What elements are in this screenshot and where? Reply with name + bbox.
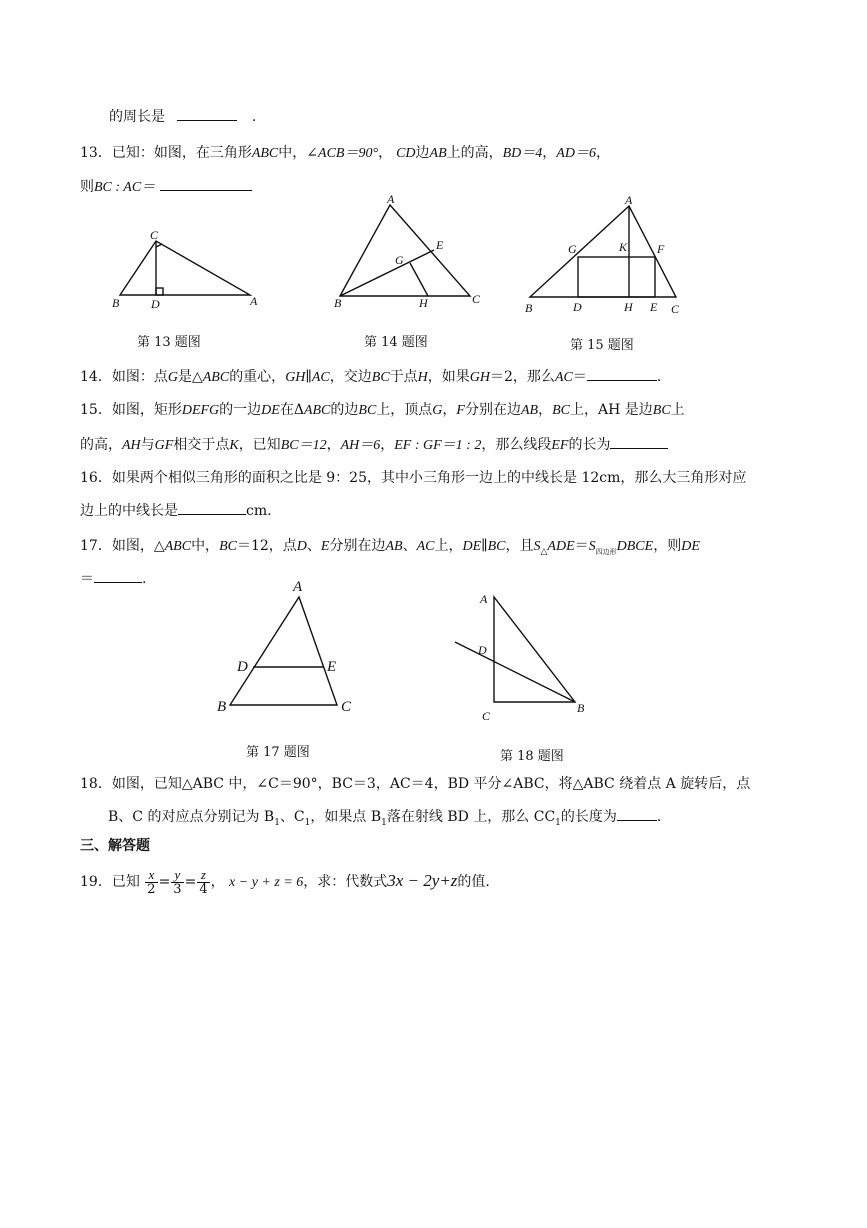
q17-line2: ＝ . xyxy=(80,568,146,589)
q12-answer-blank[interactable] xyxy=(177,106,237,121)
label-b: B xyxy=(112,296,120,310)
q13-answer-blank[interactable] xyxy=(160,176,252,191)
q17-line1: 17．如图，△ABC中，BC＝12，点D、E分别在边AB、AC上，DE∥BC，且$S_\triangle ADE=S_{四边形}DBCE$，则DE xyxy=(80,538,700,557)
triangle-abc xyxy=(120,241,250,295)
q19-line: 19．已知 $\frac{x}{2}$ = $\frac{y}{3}$ = $\frac{z}{4}$ ， x − y + z = 6，求：代数式3x − 2y+z的值. xyxy=(80,866,490,897)
median-be xyxy=(340,250,434,296)
q18-line2: B、C 的对应点分别记为 $B_1$、$C_1$，如果点 $B_1$落在射线 BD 上，那么 $CC_1$的长度为 . xyxy=(108,806,661,833)
figure-14 xyxy=(330,193,490,313)
bisector-bd xyxy=(455,642,575,702)
caption-17: 第 17 题图 xyxy=(246,745,310,760)
caption-18: 第 18 题图 xyxy=(500,749,564,764)
fraction-x-2: $\frac{x}{2}$ xyxy=(147,866,156,897)
figure-15 xyxy=(520,193,690,323)
q13-line1: 13．已知：如图，在三角形ABC中，∠ACB＝90°， CD边AB上的高，BD＝4，AD＝6， xyxy=(80,145,610,161)
triangle-abc xyxy=(530,206,676,297)
label-g: G xyxy=(568,242,577,256)
label-e: E xyxy=(650,300,658,314)
label-b: B xyxy=(217,699,227,715)
caption-14: 第 14 题图 xyxy=(364,335,428,350)
label-c: C xyxy=(150,228,159,242)
label-a: A xyxy=(250,294,258,308)
expression: 3x − 2y+z xyxy=(387,871,458,890)
triangle-abc xyxy=(230,597,337,705)
label-a: A xyxy=(625,193,633,207)
q15-line2: 的高，AH与GF相交于点K，已知BC＝12，AH＝6，EF : GF＝1 : 2，那么线段EF的长为 xyxy=(80,434,668,456)
label-a: A xyxy=(387,192,395,206)
label-a: A xyxy=(480,592,488,606)
q12-tail: 的周长是 . xyxy=(109,106,256,127)
rectangle-defg xyxy=(578,257,655,297)
label-h: H xyxy=(419,296,428,310)
fraction-z-4: $\frac{z}{4}$ xyxy=(199,866,208,897)
right-angle-mark xyxy=(156,288,163,295)
caption-13: 第 13 题图 xyxy=(137,335,201,350)
label-b: B xyxy=(577,701,585,715)
fraction-y-3: $\frac{y}{3}$ xyxy=(173,866,182,897)
label-a: A xyxy=(293,579,303,595)
label-h: H xyxy=(624,300,633,314)
q16-line1: 16．如果两个相似三角形的面积之比是 9：25，其中小三角形一边上的中线长是 12cm，那么大三角形对应 xyxy=(80,470,747,486)
label-c: C xyxy=(482,709,491,723)
q14-line: 14．如图：点G是△ABC的重心，GH∥AC，交边BC于点H，如果GH＝2，那么AC＝ . xyxy=(80,366,661,388)
label-f: F xyxy=(657,242,665,256)
q15-answer-blank[interactable] xyxy=(610,434,668,449)
q13-line2: 则BC : AC＝ xyxy=(80,176,252,198)
label-d: D xyxy=(478,643,487,657)
q18-answer-blank[interactable] xyxy=(617,806,657,821)
q16-answer-blank[interactable] xyxy=(178,500,246,515)
label-g: G xyxy=(395,253,404,267)
q17-answer-blank[interactable] xyxy=(94,568,142,583)
angle-mark-c xyxy=(156,244,162,247)
label-d: D xyxy=(573,300,582,314)
label-e: E xyxy=(327,659,337,675)
label-b: B xyxy=(525,301,533,315)
label-c: C xyxy=(341,699,352,715)
segment-gh xyxy=(410,263,428,296)
figure-17 xyxy=(215,575,365,725)
label-c: C xyxy=(671,302,680,316)
section-3-heading: 三、解答题 xyxy=(80,838,150,854)
label-e: E xyxy=(436,238,444,252)
triangle-abc xyxy=(340,205,470,296)
q16-line2: 边上的中线长是 cm. xyxy=(80,500,272,521)
figure-18 xyxy=(445,585,605,735)
label-b: B xyxy=(334,296,342,310)
figure-13 xyxy=(110,225,270,315)
q15-line1: 15．如图，矩形DEFG的一边DE在ΔABC的边BC上，顶点G，F分别在边AB，BC上，AH 是边BC上 xyxy=(80,402,685,418)
caption-15: 第 15 题图 xyxy=(570,338,634,353)
label-k: K xyxy=(619,240,628,254)
triangle-abc xyxy=(494,597,575,702)
q14-answer-blank[interactable] xyxy=(587,366,657,381)
label-d: D xyxy=(237,659,248,675)
label-c: C xyxy=(472,292,481,306)
q18-line1: 18．如图，已知△ABC 中，∠C＝90°，BC＝3，AC＝4，BD 平分∠ABC，将△ABC 绕着点 A 旋转后，点 xyxy=(80,776,751,792)
label-d: D xyxy=(151,297,160,311)
condition: x − y + z = 6 xyxy=(229,875,304,890)
